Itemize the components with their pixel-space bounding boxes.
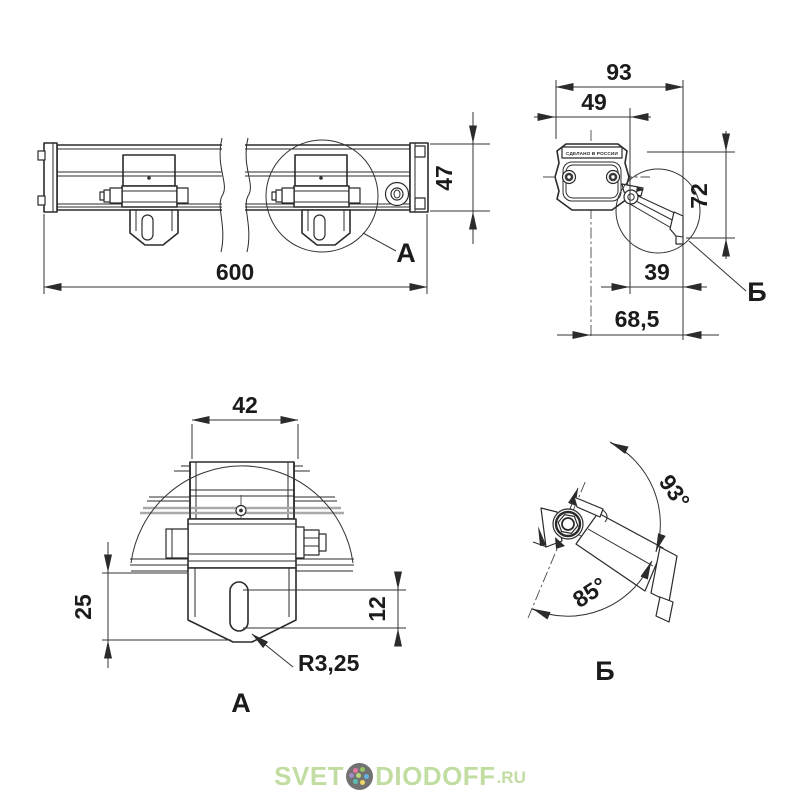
clamp-side-tab bbox=[166, 529, 188, 558]
pivot-nut-icon bbox=[553, 509, 583, 539]
watermark-text-svet: SVET bbox=[274, 761, 345, 791]
dim-clamp-width: 42 bbox=[232, 392, 258, 418]
dim-overall-width: 93 bbox=[606, 59, 632, 85]
detail-b-leader bbox=[689, 241, 746, 291]
detail-boundary-circle-b bbox=[616, 169, 700, 253]
detail-b-title: Б bbox=[595, 656, 615, 686]
dim-mount-offset: 68,5 bbox=[614, 306, 660, 332]
dim-body-width: 49 bbox=[581, 89, 607, 115]
side-view bbox=[38, 112, 490, 294]
dimension-bracket-offset bbox=[601, 259, 707, 287]
dimension-height bbox=[430, 112, 490, 244]
pivot-arm bbox=[533, 497, 677, 622]
detail-view-b bbox=[528, 442, 695, 686]
detail-a-title: A bbox=[231, 688, 251, 718]
dim-bracket-drop: 25 bbox=[70, 594, 96, 620]
cable-gland bbox=[386, 183, 409, 206]
clamp-bolt bbox=[296, 527, 326, 558]
dim-angle-upper: 93° bbox=[653, 469, 696, 514]
detail-a-leader bbox=[363, 233, 396, 251]
dimension-overall-offset bbox=[557, 306, 719, 335]
dimension-slot-radius bbox=[252, 634, 360, 676]
watermark-text-diodoff: DIODOFF bbox=[375, 761, 496, 791]
detail-view-a bbox=[70, 392, 406, 718]
dim-bracket-height: 72 bbox=[686, 183, 712, 209]
dim-slot-radius: R3,25 bbox=[298, 650, 360, 676]
dim-overall-length: 600 bbox=[215, 259, 255, 285]
pivot-bracket bbox=[622, 184, 683, 244]
hanger-slot bbox=[230, 582, 248, 631]
dim-profile-height: 47 bbox=[431, 165, 457, 191]
clamp-screw-icon bbox=[236, 506, 246, 516]
end-cap-left bbox=[44, 143, 57, 212]
end-view bbox=[534, 59, 767, 340]
arm-foot bbox=[656, 597, 673, 622]
svetodiodoff-watermark bbox=[0, 763, 800, 790]
screw-left-icon bbox=[563, 171, 576, 184]
svetodiodoff-logo-icon bbox=[346, 763, 373, 790]
dimension-clamp-width bbox=[192, 392, 298, 459]
detail-a-callout-label: A bbox=[396, 238, 416, 268]
screw-right-icon bbox=[607, 171, 620, 184]
profile-made-in-russia-label: СДЕЛАНО В РОССИИ bbox=[566, 151, 618, 156]
detail-b-callout-label: Б bbox=[747, 277, 767, 307]
dimension-bracket-height bbox=[647, 131, 735, 259]
watermark-text-ru: .RU bbox=[496, 768, 526, 787]
dim-slot-length: 12 bbox=[364, 596, 390, 622]
dim-angle-lower: 85° bbox=[567, 571, 612, 613]
dim-bracket-offset: 39 bbox=[644, 259, 670, 285]
